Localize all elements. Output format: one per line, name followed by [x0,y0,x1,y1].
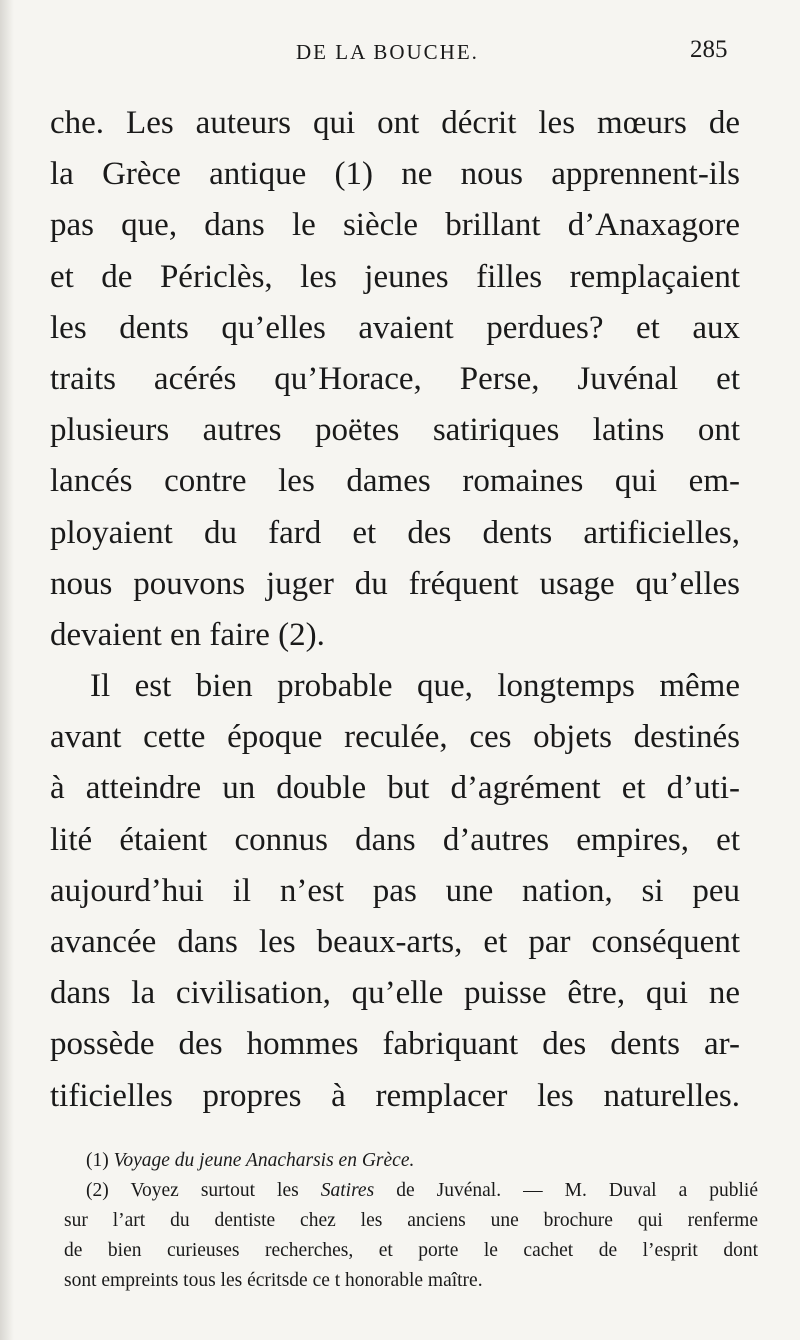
page-gutter-shadow [0,0,14,1340]
running-head: DE LA BOUCHE. [296,40,479,64]
footnote-text: Voyez surtout les [130,1180,299,1201]
text-line: avancée dans les beaux-arts, et par conséquent [50,924,740,960]
text-line: devaient en faire (2). [50,616,325,653]
text-line: Il est bien probable que, longtemps même [90,668,740,705]
footnote-marker: (2) [86,1180,109,1201]
text-line: tificielles propres à remplacer les naturelles. [50,1077,740,1114]
footnote-text: de Juvénal. — M. Duval a publié [396,1180,758,1201]
page-header [0,36,800,76]
footnote-1 [64,1146,758,1176]
text-line: traits acérés qu’Horace, Perse, Juvénal et [50,360,740,397]
text-line: lancés contre les dames romaines qui em- [50,463,740,500]
page-number: 285 [690,36,728,63]
footnote-line: sur l’art du dentiste chez les anciens une brochure qui renferme [64,1210,758,1231]
text-line: nous pouvons juger du fréquent usage qu’elles [50,565,740,602]
footnote-2 [64,1176,758,1206]
text-line: possède des hommes fabriquant des dents ar- [50,1026,740,1063]
footnote-title: Satires [320,1180,375,1201]
text-line: à atteindre un double but d’agrément et d’uti- [50,770,740,807]
text-line: pas que, dans le siècle brillant d’Anaxagore [50,207,740,244]
text-line: plusieurs autres poëtes satiriques latins ont [50,412,740,449]
footnotes [64,1146,758,1296]
text-line: che. Les auteurs qui ont décrit les mœurs de [50,105,740,141]
footnote-text: Voyage du jeune Anacharsis en Grèce. [113,1150,415,1171]
text-line: aujourd’hui il n’est pas une nation, si peu [50,872,740,909]
footnote-line: sont empreints tous les écritsde ce t honorable maître. [64,1270,483,1291]
text-line: et de Périclès, les jeunes filles remplaçaient [50,258,740,295]
text-line: lité étaient connus dans d’autres empires, et [50,821,740,858]
footnote-marker: (1) [86,1150,109,1171]
body-text [50,98,740,1122]
text-line: avant cette époque reculée, ces objets destinés [50,719,740,756]
text-line: dans la civilisation, qu’elle puisse être, qui ne [50,975,740,1012]
text-line: la Grèce antique (1) ne nous apprennent-ils [50,156,740,193]
text-line: ployaient du fard et des dents artificielles, [50,514,740,551]
text-line: les dents qu’elles avaient perdues? et aux [50,309,740,346]
footnote-line: de bien curieuses recherches, et porte le cachet de l’esprit dont [64,1240,758,1261]
